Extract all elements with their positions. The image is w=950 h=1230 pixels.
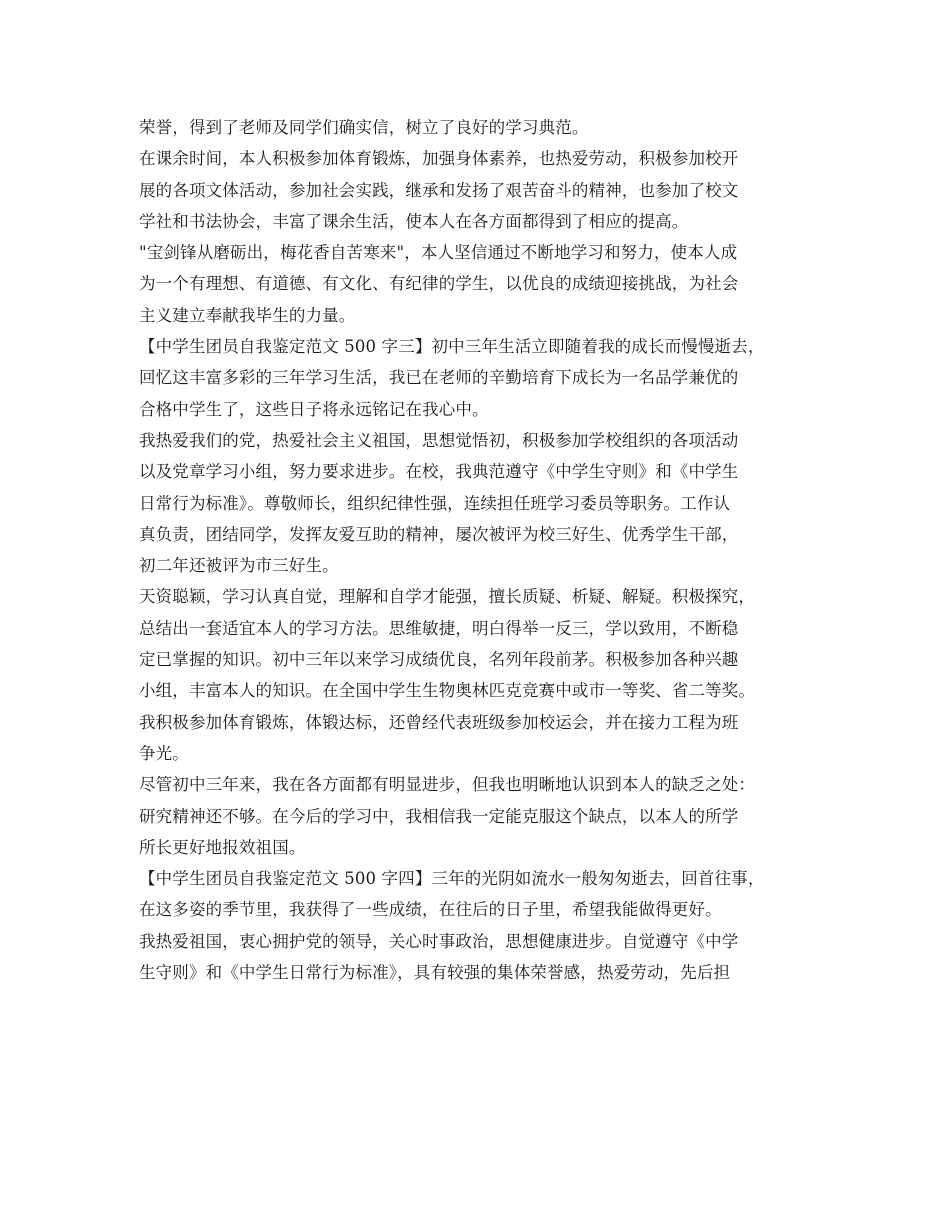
text-line: 为一个有理想、有道德、有文化、有纪律的学生，以优良的成绩迎接挑战，为社会: [139, 274, 739, 294]
text-line: 我热爱我们的党，热爱社会主义祖国，思想觉悟初，积极参加学校组织的各项活动: [139, 430, 739, 450]
text-line: 真负责，团结同学，发挥友爱互助的精神，屡次被评为校三好生、优秀学生干部，: [139, 524, 739, 544]
text-line: 以及党章学习小组，努力要求进步。在校，我典范遵守《中学生守则》和《中学生: [139, 462, 739, 482]
text-line: 定已掌握的知识。初中三年以来学习成绩优良，名列年段前茅。积极参加各种兴趣: [139, 650, 739, 670]
text-line: 荣誉，得到了老师及同学们确实信，树立了良好的学习典范。: [139, 118, 589, 137]
text-line: 学社和书法协会，丰富了课余生活，使本人在各方面都得到了相应的提高。: [139, 211, 689, 231]
text-line: 所长更好地报效祖国。: [139, 837, 306, 857]
text-line: 主义建立奉献我毕生的力量。: [139, 305, 356, 325]
text-line: 回忆这丰富多彩的三年学习生活，我已在老师的辛勤培育下成长为一名品学兼优的: [139, 368, 739, 388]
text-line: 展的各项文体活动，参加社会实践，继承和发扬了艰苦奋斗的精神，也参加了校文: [139, 180, 739, 200]
section-heading-line: 【中学生团员自我鉴定范文 500 字三】初中三年生活立即随着我的成长而慢慢逝去，: [139, 337, 765, 357]
section-heading-line: 【中学生团员自我鉴定范文 500 字四】三年的光阴如流水一般匆匆逝去，回首往事，: [139, 869, 765, 889]
document-body: [139, 112, 829, 988]
text-line: 生守则》和《中学生日常行为标准》，具有较强的集体荣誉感，热爱劳动，先后担: [139, 963, 731, 983]
text-line: "宝剑锋从磨砺出，梅花香自苦寒来"，本人坚信通过不断地学习和努力，使本人成: [139, 243, 738, 263]
text-line: 初二年还被评为市三好生。: [139, 556, 339, 576]
text-line: 小组，丰富本人的知识。在全国中学生生物奥林匹克竞赛中或市一等奖、省二等奖。: [139, 681, 756, 701]
text-line: 争光。: [139, 743, 189, 763]
text-line: 总结出一套适宜本人的学习方法。思维敏捷，明白得举一反三，学以致用，不断稳: [139, 618, 739, 638]
text-line: 天资聪颖，学习认真自觉，理解和自学才能强，擅长质疑、析疑、解疑。积极探究，: [139, 587, 756, 607]
text-line: 在这多姿的季节里，我获得了一些成绩，在往后的日子里，希望我能做得更好。: [139, 900, 722, 920]
text-line: 在课余时间，本人积极参加体育锻炼，加强身体素养，也热爱劳动，积极参加校开: [139, 149, 739, 169]
text-line: 尽管初中三年来，我在各方面都有明显进步，但我也明晰地认识到本人的缺乏之处：: [139, 775, 756, 795]
text-line: 我积极参加体育锻炼，体锻达标，还曾经代表班级参加校运会，并在接力工程为班: [139, 712, 739, 732]
text-line: 日常行为标准》。尊敬师长，组织纪律性强，连续担任班学习委员等职务。工作认: [139, 493, 731, 513]
text-line: 我热爱祖国，衷心拥护党的领导，关心时事政治，思想健康进步。自觉遵守《中学: [139, 931, 739, 951]
text-line: 研究精神还不够。在今后的学习中，我相信我一定能克服这个缺点，以本人的所学: [139, 806, 739, 826]
text-line: 合格中学生了，这些日子将永远铭记在我心中。: [139, 399, 489, 419]
